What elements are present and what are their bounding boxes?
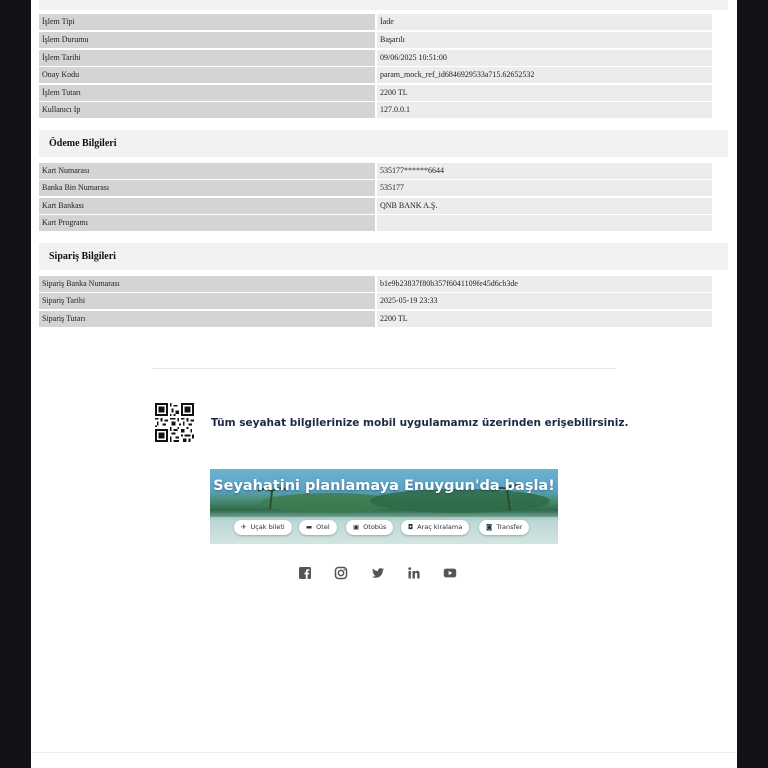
table-row — [39, 102, 712, 118]
youtube-icon[interactable] — [443, 566, 457, 580]
banner-button-car-rental[interactable] — [401, 520, 469, 535]
transfer-icon: ◙ — [486, 523, 493, 531]
table-row — [39, 163, 712, 179]
row-value: 535177 — [377, 180, 712, 196]
row-value: 535177******6644 — [377, 163, 712, 179]
banner-button-label: Araç kiralama — [417, 523, 463, 531]
car-icon: ◘ — [408, 523, 414, 531]
row-value: 2025-05-19 23:33 — [377, 293, 712, 309]
email-page — [31, 0, 737, 768]
banner-button-label: Uçak bileti — [250, 523, 285, 531]
row-value: QNB BANK A.Ş. — [377, 198, 712, 214]
table-row — [39, 32, 712, 48]
table-row — [39, 293, 712, 309]
row-label: Kart Programı — [39, 215, 375, 231]
plane-icon: ✈ — [241, 523, 247, 531]
footer-divider — [31, 752, 737, 753]
row-label: Kart Numarası — [39, 163, 375, 179]
row-value: 09/06/2025 10:51:00 — [377, 50, 712, 66]
banner-button-transfer[interactable] — [479, 520, 529, 535]
row-label: İşlem Tutarı — [39, 85, 375, 101]
table-row — [39, 276, 712, 292]
order-section-header — [39, 243, 728, 270]
row-label: Sipariş Banka Numarası — [39, 276, 375, 292]
banner-button-bus[interactable] — [346, 520, 393, 535]
row-value: param_mock_ref_id6846929533a715.62652532 — [377, 67, 712, 83]
banner-title: Seyahatini planlamaya Enuygun'da başla! — [213, 478, 555, 494]
banner-button-label: Transfer — [496, 523, 523, 531]
twitter-icon[interactable] — [371, 566, 385, 580]
row-label: Kart Bankası — [39, 198, 375, 214]
facebook-icon[interactable] — [298, 566, 312, 580]
divider — [152, 368, 616, 369]
row-value: 2200 TL — [377, 311, 712, 327]
row-label: İşlem Tarihi — [39, 50, 375, 66]
row-value: 127.0.0.1 — [377, 102, 712, 118]
table-row — [39, 198, 712, 214]
row-label: İşlem Durumu — [39, 32, 375, 48]
row-value — [377, 215, 712, 231]
row-value: 2200 TL — [377, 85, 712, 101]
section-title: Ödeme Bilgileri — [49, 138, 117, 149]
bed-icon: ▬ — [306, 523, 313, 531]
banner-button-flight[interactable] — [234, 520, 292, 535]
payment-section-header — [39, 130, 728, 157]
row-value: İade — [377, 14, 712, 30]
table-row — [39, 180, 712, 196]
table-row — [39, 67, 712, 83]
linkedin-icon[interactable] — [407, 566, 421, 580]
qr-code-icon[interactable] — [155, 403, 194, 442]
table-row — [39, 215, 712, 231]
row-value: b1e9b23837f80b357f6041109fe45d6cb3de — [377, 276, 712, 292]
row-label: Onay Kodu — [39, 67, 375, 83]
banner-button-label: Otel — [316, 523, 330, 531]
section-title: Sipariş Bilgileri — [49, 251, 116, 262]
table-row — [39, 85, 712, 101]
row-label: Sipariş Tarihi — [39, 293, 375, 309]
app-promo-text: Tüm seyahat bilgilerinize mobil uygulamamız üzerinden erişebilirsiniz. — [211, 417, 629, 429]
banner-button-hotel[interactable] — [299, 520, 337, 535]
row-label: İşlem Tipi — [39, 14, 375, 30]
row-value: Başarılı — [377, 32, 712, 48]
bus-icon: ▣ — [353, 523, 360, 531]
transaction-section — [39, 0, 728, 10]
table-row — [39, 14, 712, 30]
row-label: Banka Bin Numarası — [39, 180, 375, 196]
row-label: Sipariş Tutarı — [39, 311, 375, 327]
row-label: Kullanıcı Ip — [39, 102, 375, 118]
table-row — [39, 311, 712, 327]
table-row — [39, 50, 712, 66]
instagram-icon[interactable] — [334, 566, 348, 580]
banner-button-label: Otobüs — [363, 523, 387, 531]
enuygun-banner[interactable] — [210, 469, 558, 544]
